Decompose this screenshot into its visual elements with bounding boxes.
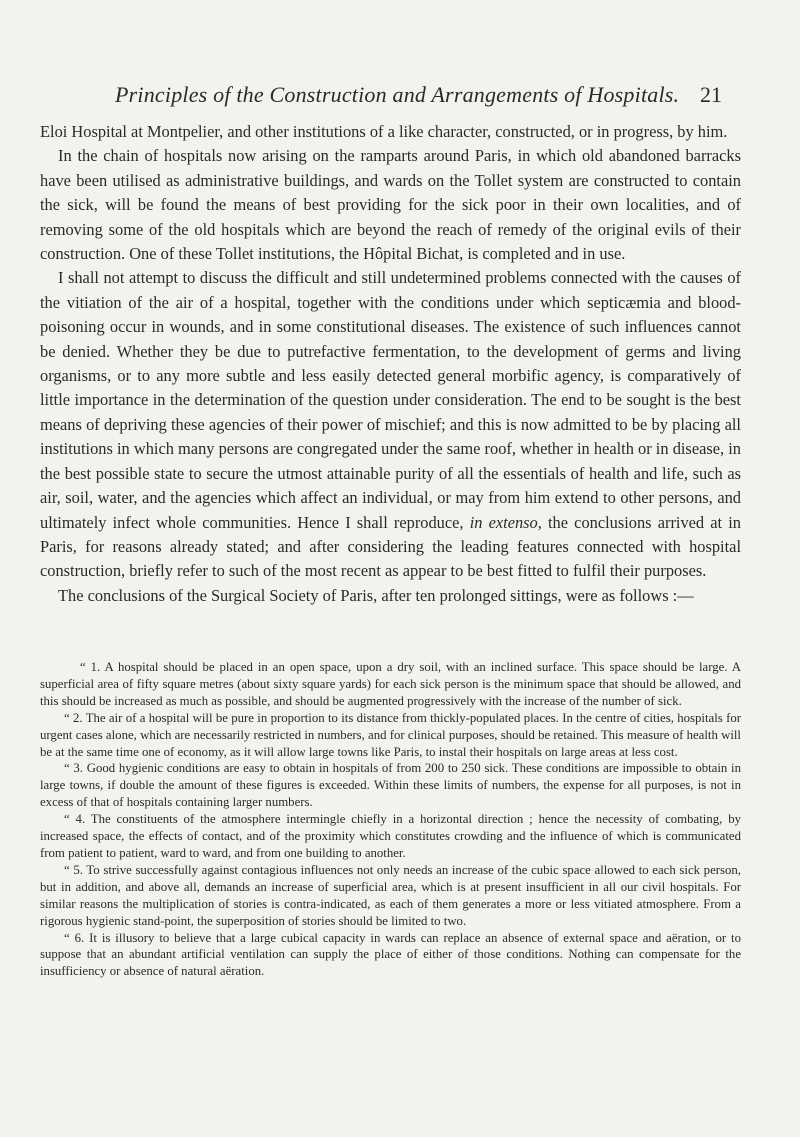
conclusion-item: “ 1. A hospital should be placed in an open space, upon a dry soil, with an inclined surface. This space should be large. A superficial area of fifty square metres (about sixty square yards) for each sick person is the minimum space that should be allowed, and this should be increased as much as possible, and should be augmented progressively with the increase of the number of sick. (40, 660, 741, 708)
conclusion-item: “ 3. Good hygienic conditions are easy to obtain in hospitals of from 200 to 250 sick. These conditions are impossible to obtain in large towns, if double the amount of these figures is exceeded. Within these limits of numbers, the expense for all purposes, is not in excess of that of hospitals containing larger numbers. (40, 761, 741, 810)
italic-phrase: in extenso, (469, 512, 542, 532)
paragraph: The conclusions of the Surgical Society of Paris, after ten prolonged sittings, were as follows :— (58, 585, 694, 605)
running-head: Principles of the Construction and Arrangements of Hospitals. (115, 82, 680, 107)
paragraph-text: I shall not attempt to discuss the difficult and still undetermined problems connected with the causes of the vitiation of the air of a hospital, together with the conditions under which septicæmia and blood-poisoning occur in wounds, and in some constitutional diseases. The existence of such influences cannot be denied. Whether they be due to putrefactive fermentation, to the development of germs and living organisms, or to any more subtle and less easily detected general morbific agency, is comparatively of little importance in the determination of the question under consideration. The end to be sought is the best means of depriving these agencies of their power of mischief; and this is now admitted to be by placing all institutions in which many persons are congregated under the same roof, whether in health or in disease, in the best possible state to secure the utmost attainable purity of all the essentials of health and life, such as air, soil, water, and the agencies which affect an individual, or may from him extend to other persons, and ultimately infect whole communities. Hence I shall reproduce, (40, 268, 741, 532)
conclusion-item: “ 2. The air of a hospital will be pure in proportion to its distance from thickly-populated places. In the centre of cities, hospitals for urgent cases alone, which are necessarily restricted in numbers, and for clinical purposes, should be retained. This measure of health will be at the same time one of economy, as it will allow large towns like Paris, to instal their hospitals on large areas at less cost. (40, 710, 741, 759)
conclusion-item: “ 5. To strive successfully against contagious influences not only needs an increase of the cubic space allowed to each sick person, but in addition, and above all, demands an increase of superficial area, which is at present insufficient in all our civil hospitals. For similar reasons the multiplication of stories is contra-indicated, as each of them generates a more or less vitiated atmosphere. From a rigorous hygienic stand-point, the superposition of stories should be limited to two. (40, 862, 741, 928)
quoted-conclusions (40, 659, 741, 980)
paragraph: Eloi Hospital at Montpelier, and other institutions of a like character, constructed, or in progress, by him. (40, 122, 728, 141)
paragraph-text: the conclusions arrived at in Paris, for reasons already stated; and after considering the leading features connected with hospital construction, briefly refer to such of the most recent as appear to be best fitted to fulfil their purposes. (40, 512, 741, 581)
conclusion-item: “ 4. The constituents of the atmosphere intermingle chiefly in a horizontal direction ; hence the necessity of combating, by increased space, the effects of contact, and of the proximity which constitutes crowding and the influence of which is communicated from patient to patient, ward to ward, and from one building to another. (40, 812, 741, 860)
conclusion-item: “ 6. It is illusory to believe that a large cubical capacity in wards can replace an absence of external space and aëration, or to suppose that an abundant artificial ventilation can supply the place of either of those conditions. Nothing can compensate for the insufficiency or absence of natural aëration. (40, 930, 741, 979)
paragraph (40, 266, 741, 583)
body-text (40, 120, 741, 608)
page-number: 21 (700, 82, 722, 107)
paragraph: In the chain of hospitals now arising on the ramparts around Paris, in which old abandoned barracks have been utilised as administrative buildings, and wards on the Tollet system are constructed to contain the sick, will be found the means of best providing for the sick poor in their own localities, and of removing some of the old hospitals which are beyond the reach of remedy of the original evils of their construction. One of these Tollet institutions, the Hôpital Bichat, is completed and in use. (40, 146, 741, 264)
